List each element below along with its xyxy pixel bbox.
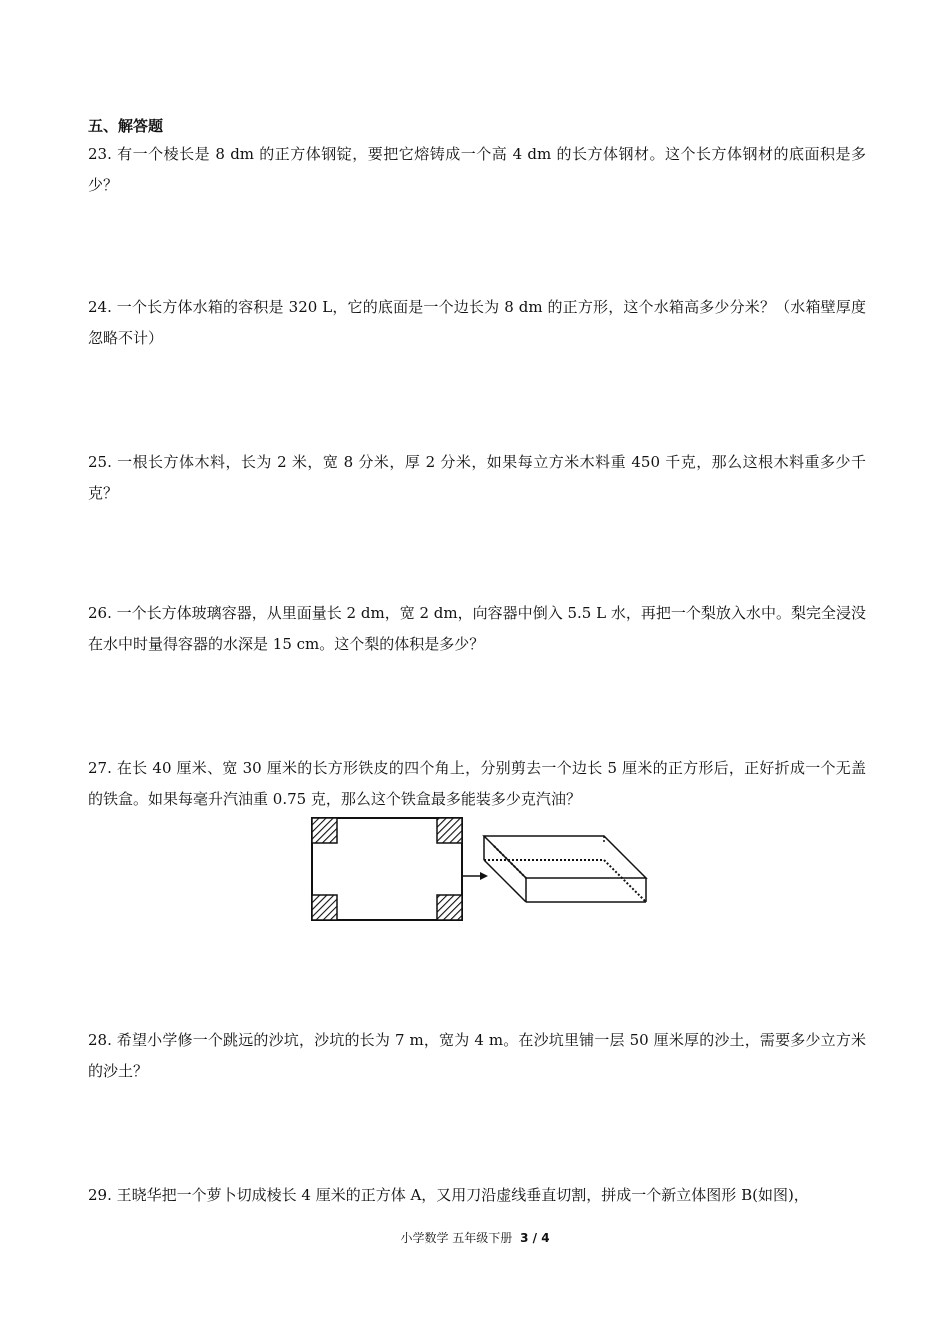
iron-box-diagram (300, 808, 660, 928)
question-26: 26. 一个长方体玻璃容器，从里面量长 2 dm，宽 2 dm，向容器中倒入 5.5 L 水，再把一个梨放入水中。梨完全浸没在水中时量得容器的水深是 15 cm。这个梨的体积是多少？ (88, 604, 866, 653)
question-23: 23. 有一个棱长是 8 dm 的正方体钢锭，要把它熔铸成一个高 4 dm 的长方体钢材。这个长方体钢材的底面积是多少？ (88, 145, 866, 194)
footer-text: 小学数学 五年级下册 (400, 1231, 513, 1245)
corner-square-bottom-right (437, 895, 462, 920)
corner-square-bottom-left (312, 895, 337, 920)
open-box (484, 836, 646, 902)
corner-square-top-left (312, 818, 337, 843)
question-29: 29. 王晓华把一个萝卜切成棱长 4 厘米的正方体 A，又用刀沿虚线垂直切割，拼成一个新立体图形 B(如图)， (88, 1186, 809, 1204)
question-25: 25. 一根长方体木料，长为 2 米，宽 8 分米，厚 2 分米，如果每立方米木料重 450 千克，那么这根木料重多少千克？ (88, 453, 866, 502)
question-24: 24. 一个长方体水箱的容积是 320 L，它的底面是一个边长为 8 dm 的正方形，这个水箱高多少分米？（水箱壁厚度忽略不计） (88, 298, 866, 347)
question-27: 27. 在长 40 厘米、宽 30 厘米的长方形铁皮的四个角上，分别剪去一个边长 5 厘米的正方形后，正好折成一个无盖的铁盒。如果每毫升汽油重 0.75 克，那么这个铁盒最多能装多少克汽油？ (88, 759, 866, 808)
iron-box-figure (300, 808, 660, 928)
page-footer (0, 1229, 950, 1246)
page-number: 3 / 4 (520, 1231, 550, 1245)
section-title: 五、解答题 (88, 117, 164, 135)
arrow-icon (463, 872, 488, 880)
question-28: 28. 希望小学修一个跳远的沙坑，沙坑的长为 7 m，宽为 4 m。在沙坑里铺一层 50 厘米厚的沙土，需要多少立方米的沙土？ (88, 1031, 866, 1080)
corner-square-top-right (437, 818, 462, 843)
